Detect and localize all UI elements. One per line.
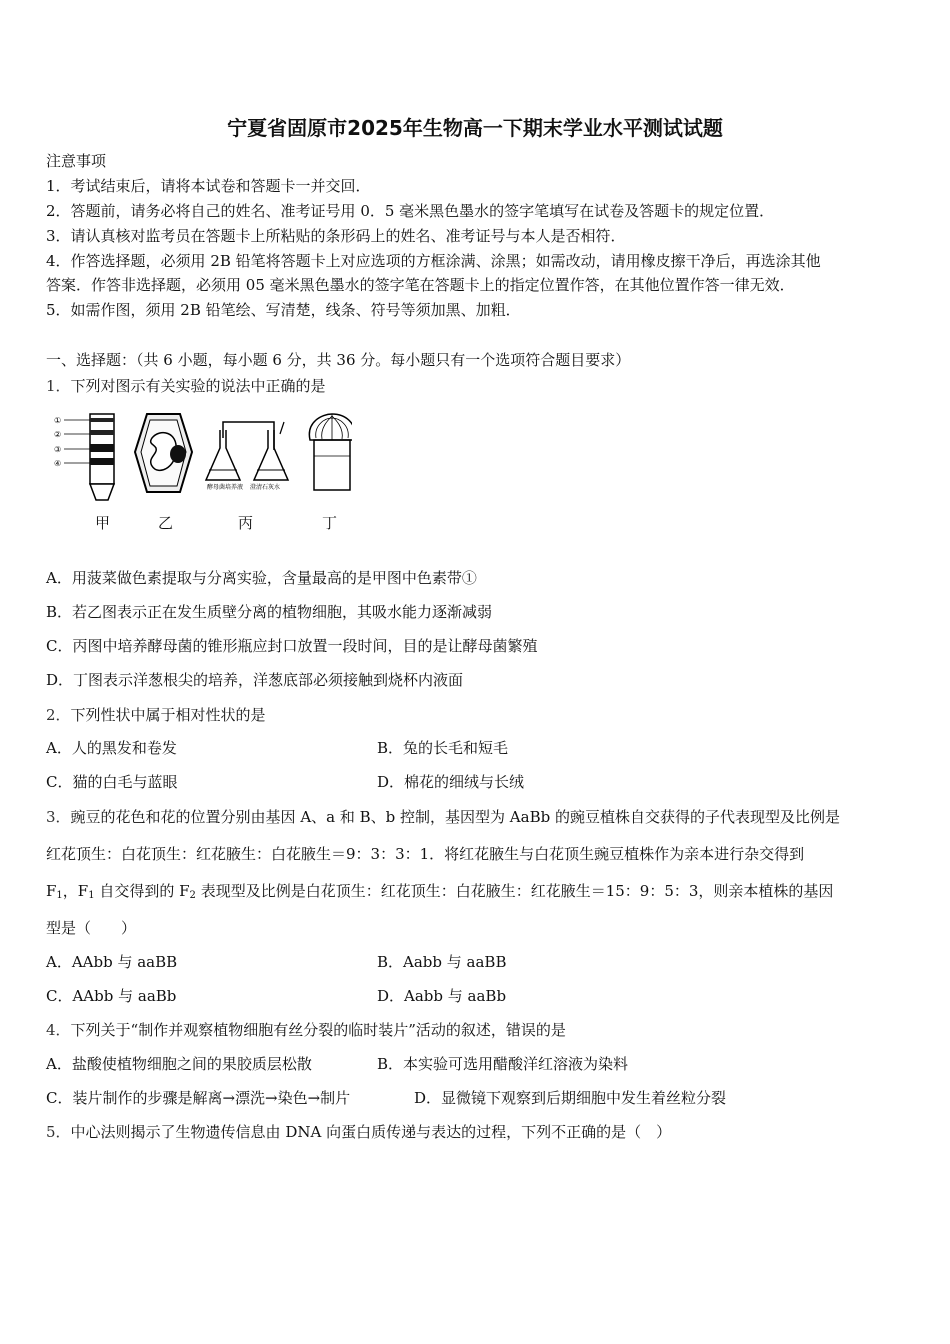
band-label: ① <box>54 416 62 425</box>
question-text-line: $F_1$，$F_1$ 自交得到的 $F_2$ 表现型及比例是白花顶生：红花顶生：白花腋生：红花腋生＝15：9：5：3，则亲本植株的基因 <box>46 882 834 901</box>
answer-option: A．盐酸使植物细胞之间的果胶质层松散 <box>46 1055 312 1073</box>
answer-option: C．丙图中培养酵母菌的锥形瓶应封口放置一段时间，目的是让酵母菌繁殖 <box>46 637 538 655</box>
question-number: 2． <box>46 706 71 724</box>
chromatography-strip-figure <box>54 414 114 500</box>
experiment-figure <box>52 410 352 510</box>
answer-option: A．用菠菜做色素提取与分离实验，含量最高的是甲图中色素带① <box>46 569 477 587</box>
question-text: 中心法则揭示了生物遗传信息由 DNA 向蛋白质传递与表达的过程，下列不正确的是（ ） <box>70 1123 672 1141</box>
question-text: 下列性状中属于相对性状的是 <box>70 706 266 724</box>
answer-option: C．猫的白毛与蓝眼 <box>46 773 178 791</box>
flask-label: 澄清石灰水 <box>250 484 281 491</box>
figure-caption: 甲 <box>95 514 111 532</box>
question-text-line: 型是（ ） <box>46 919 137 937</box>
question-5-stem <box>46 1122 671 1142</box>
answer-option: B．Aabb 与 aaBB <box>377 953 507 971</box>
figure-caption: 丁 <box>322 514 338 532</box>
notice-item: 答案．作答非选择题，必须用 05 毫米黑色墨水的签字笔在答题卡上的指定位置作答，在其他位置作答一律无效． <box>46 276 795 294</box>
question-number: 4． <box>46 1021 71 1039</box>
flask-apparatus-figure <box>206 422 288 491</box>
band-label: ④ <box>54 459 62 468</box>
question-number: 1． <box>46 377 71 395</box>
question-1-stem <box>46 376 326 396</box>
figure-caption: 乙 <box>158 514 174 532</box>
notice-heading: 注意事项 <box>46 152 107 170</box>
notice-item: 1．考试结束后，请将本试卷和答题卡一并交回． <box>46 177 371 195</box>
question-number: 5． <box>46 1123 71 1141</box>
question-text: 下列对图示有关实验的说法中正确的是 <box>70 377 326 395</box>
answer-option: B．本实验可选用醋酸洋红溶液为染料 <box>377 1055 629 1073</box>
onion-beaker-figure <box>309 414 352 490</box>
answer-option: D．丁图表示洋葱根尖的培养，洋葱底部必须接触到烧杯内液面 <box>46 671 464 689</box>
question-text-line: 红花顶生：白花顶生：红花腋生：白花腋生＝9：3：3：1．将红花腋生与白花顶生豌豆植株作为亲本进行杂交得到 <box>46 845 805 863</box>
question-2-stem <box>46 705 266 725</box>
question-number: 3． <box>46 808 71 826</box>
band-label: ② <box>54 430 62 439</box>
flask-label: 酵母菌培养液 <box>207 484 244 491</box>
notice-item: 2．答题前，请务必将自己的姓名、准考证号用 0．5 毫米黑色墨水的签字笔填写在试卷及答题卡的规定位置． <box>46 202 775 220</box>
answer-option: B．兔的长毛和短毛 <box>377 739 509 757</box>
answer-option: A．AAbb 与 aaBB <box>46 953 178 971</box>
question-text: 豌豆的花色和花的位置分别由基因 A、a 和 B、b 控制，基因型为 AaBb 的豌豆植株自交获得的子代表现型及比例是 <box>70 808 840 826</box>
notice-item: 3．请认真核对监考员在答题卡上所粘贴的条形码上的姓名、准考证号与本人是否相符． <box>46 227 626 245</box>
answer-option: C．装片制作的步骤是解离→漂洗→染色→制片 <box>46 1089 351 1107</box>
question-3-stem <box>46 807 840 827</box>
question-4-stem <box>46 1020 566 1040</box>
page-title: 宁夏省固原市2025年生物高一下期末学业水平测试试题 <box>227 116 723 140</box>
section-heading: 一、选择题：（共 6 小题，每小题 6 分，共 36 分。每小题只有一个选项符合题目要求） <box>46 351 631 369</box>
answer-option: D．显微镜下观察到后期细胞中发生着丝粒分裂 <box>414 1089 727 1107</box>
figure-caption: 丙 <box>238 514 254 532</box>
notice-item: 5．如需作图，须用 2B 铅笔绘、写清楚，线条、符号等须加黑、加粗． <box>46 301 521 319</box>
answer-option: A．人的黑发和卷发 <box>46 739 177 757</box>
answer-option: C．AAbb 与 aaBb <box>46 987 177 1005</box>
question-text: 下列关于“制作并观察植物细胞有丝分裂的临时装片”活动的叙述，错误的是 <box>70 1021 566 1039</box>
answer-option: D．Aabb 与 aaBb <box>377 987 507 1005</box>
answer-option: B．若乙图表示正在发生质壁分离的植物细胞，其吸水能力逐渐减弱 <box>46 603 493 621</box>
notice-item: 4．作答选择题，必须用 2B 铅笔将答题卡上对应选项的方框涂满、涂黑；如需改动，请用橡皮擦干净后，再选涂其他 <box>46 252 821 270</box>
plant-cell-figure <box>135 414 192 492</box>
answer-option: D．棉花的细绒与长绒 <box>377 773 525 791</box>
band-label: ③ <box>54 445 62 454</box>
